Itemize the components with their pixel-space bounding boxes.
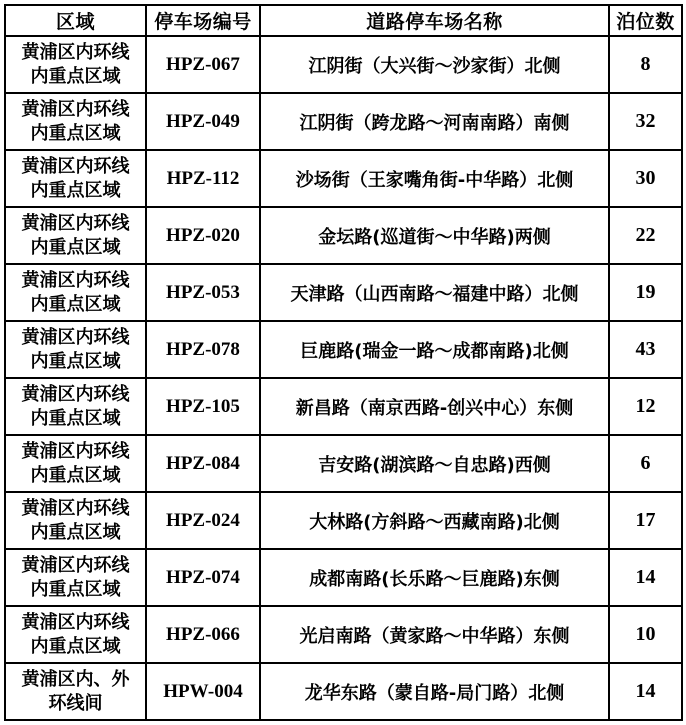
area-line: 黄浦区内环线 <box>21 98 130 120</box>
header-area: 区域 <box>5 5 146 36</box>
area-cell <box>5 150 146 207</box>
area-line: 内重点区域 <box>30 122 121 144</box>
lot-code-cell: HPZ-024 <box>146 492 260 549</box>
space-count-cell: 43 <box>609 321 682 378</box>
space-count-cell: 22 <box>609 207 682 264</box>
space-count-cell: 12 <box>609 378 682 435</box>
area-line: 黄浦区内环线 <box>21 155 130 177</box>
area-cell <box>5 492 146 549</box>
table-row <box>5 549 682 606</box>
lot-name-cell: 天津路（山西南路～福建中路）北侧 <box>260 264 609 321</box>
lot-name-cell: 金坛路(巡道街～中华路)两侧 <box>260 207 609 264</box>
lot-name-cell: 吉安路(湖滨路～自忠路)西侧 <box>260 435 609 492</box>
header-lot-name: 道路停车场名称 <box>260 5 609 36</box>
area-line: 黄浦区内环线 <box>21 269 130 291</box>
area-line: 黄浦区内环线 <box>21 440 130 462</box>
lot-name-cell: 龙华东路（蒙自路-局门路）北侧 <box>260 663 609 720</box>
lot-code-cell: HPZ-078 <box>146 321 260 378</box>
header-space-count: 泊位数 <box>609 5 682 36</box>
lot-code-cell: HPW-004 <box>146 663 260 720</box>
area-line: 黄浦区内、外 <box>21 668 130 690</box>
area-cell <box>5 378 146 435</box>
area-line: 黄浦区内环线 <box>21 41 130 63</box>
space-count-cell: 6 <box>609 435 682 492</box>
lot-code-cell: HPZ-049 <box>146 93 260 150</box>
space-count-cell: 14 <box>609 549 682 606</box>
area-line: 黄浦区内环线 <box>21 611 130 633</box>
table-row <box>5 36 682 93</box>
table-body <box>5 36 682 720</box>
lot-name-cell: 江阴街（大兴街～沙家街）北侧 <box>260 36 609 93</box>
lot-name-cell: 大林路(方斜路～西藏南路)北侧 <box>260 492 609 549</box>
lot-code-cell: HPZ-067 <box>146 36 260 93</box>
parking-table <box>4 4 683 721</box>
space-count-cell: 17 <box>609 492 682 549</box>
lot-code-cell: HPZ-020 <box>146 207 260 264</box>
table-row <box>5 378 682 435</box>
area-cell <box>5 606 146 663</box>
area-line: 内重点区域 <box>30 521 121 543</box>
space-count-cell: 8 <box>609 36 682 93</box>
area-line: 内重点区域 <box>30 236 121 258</box>
area-cell <box>5 321 146 378</box>
area-line: 黄浦区内环线 <box>21 212 130 234</box>
area-cell <box>5 207 146 264</box>
table-row <box>5 663 682 720</box>
lot-code-cell: HPZ-074 <box>146 549 260 606</box>
area-cell <box>5 435 146 492</box>
lot-name-cell: 新昌路（南京西路-创兴中心）东侧 <box>260 378 609 435</box>
lot-name-cell: 光启南路（黄家路～中华路）东侧 <box>260 606 609 663</box>
space-count-cell: 32 <box>609 93 682 150</box>
table-row <box>5 93 682 150</box>
area-line: 内重点区域 <box>30 464 121 486</box>
area-line: 黄浦区内环线 <box>21 497 130 519</box>
space-count-cell: 10 <box>609 606 682 663</box>
area-line: 环线间 <box>48 692 103 714</box>
space-count-cell: 30 <box>609 150 682 207</box>
area-cell <box>5 264 146 321</box>
table-row <box>5 492 682 549</box>
area-line: 内重点区域 <box>30 578 121 600</box>
area-line: 内重点区域 <box>30 635 121 657</box>
lot-code-cell: HPZ-084 <box>146 435 260 492</box>
lot-name-cell: 沙场街（王家嘴角街-中华路）北侧 <box>260 150 609 207</box>
table-header <box>5 5 682 36</box>
table-row <box>5 264 682 321</box>
area-cell <box>5 93 146 150</box>
area-line: 黄浦区内环线 <box>21 383 130 405</box>
lot-code-cell: HPZ-112 <box>146 150 260 207</box>
area-cell <box>5 36 146 93</box>
area-line: 内重点区域 <box>30 65 121 87</box>
space-count-cell: 19 <box>609 264 682 321</box>
header-row <box>5 5 682 36</box>
area-line: 内重点区域 <box>30 179 121 201</box>
area-cell <box>5 549 146 606</box>
area-line: 黄浦区内环线 <box>21 326 130 348</box>
table-row <box>5 321 682 378</box>
area-line: 内重点区域 <box>30 293 121 315</box>
area-line: 内重点区域 <box>30 407 121 429</box>
header-lot-code: 停车场编号 <box>146 5 260 36</box>
area-line: 黄浦区内环线 <box>21 554 130 576</box>
space-count-cell: 14 <box>609 663 682 720</box>
lot-code-cell: HPZ-066 <box>146 606 260 663</box>
table-row <box>5 150 682 207</box>
lot-code-cell: HPZ-053 <box>146 264 260 321</box>
lot-code-cell: HPZ-105 <box>146 378 260 435</box>
table-row <box>5 606 682 663</box>
area-line: 内重点区域 <box>30 350 121 372</box>
area-cell <box>5 663 146 720</box>
lot-name-cell: 成都南路(长乐路～巨鹿路)东侧 <box>260 549 609 606</box>
table-row <box>5 435 682 492</box>
lot-name-cell: 江阴街（跨龙路～河南南路）南侧 <box>260 93 609 150</box>
table-row <box>5 207 682 264</box>
lot-name-cell: 巨鹿路(瑞金一路～成都南路)北侧 <box>260 321 609 378</box>
